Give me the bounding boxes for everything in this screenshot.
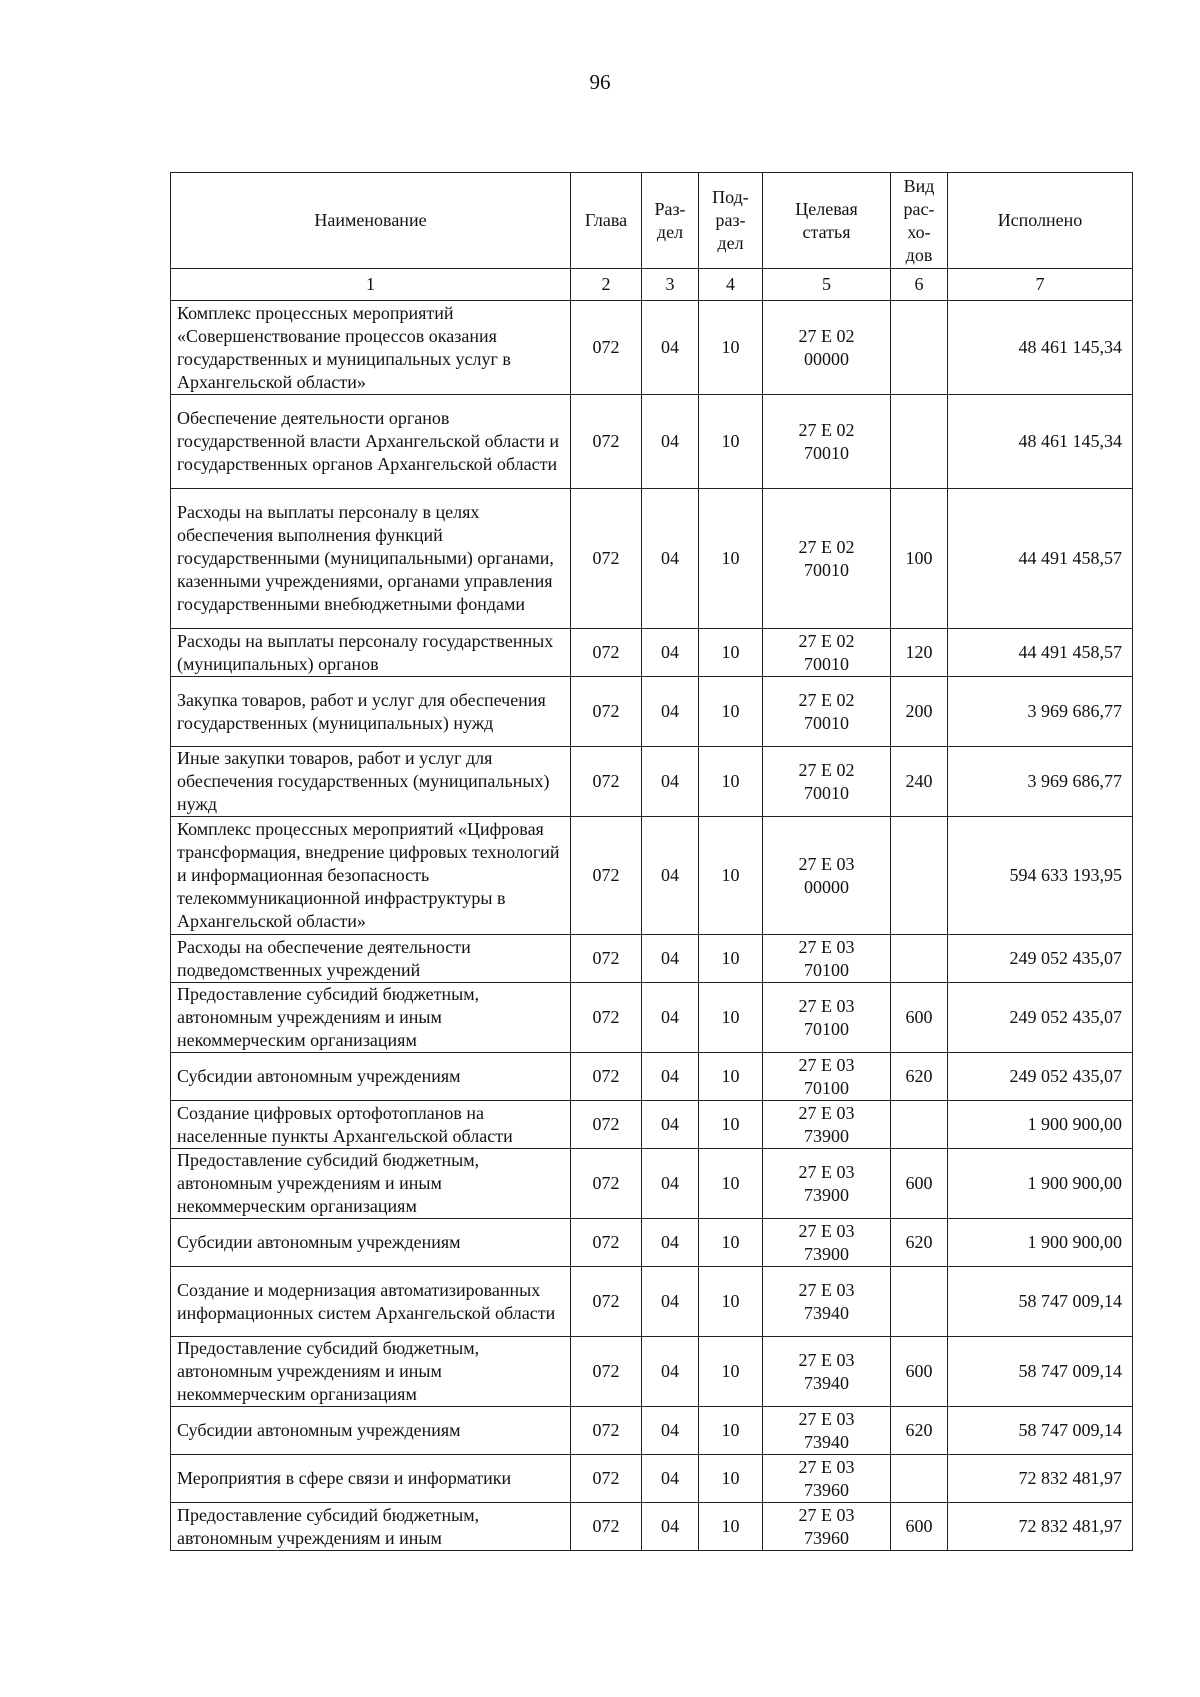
table-row bbox=[171, 817, 1133, 935]
header-row bbox=[171, 173, 1133, 269]
row-target-cell: 27 Е 03 73960 bbox=[763, 1455, 891, 1503]
row-chapter-cell: 072 bbox=[571, 1267, 642, 1337]
row-subsection-cell: 10 bbox=[699, 629, 763, 677]
table-row bbox=[171, 1337, 1133, 1407]
row-subsection-cell: 10 bbox=[699, 1053, 763, 1101]
row-chapter-cell: 072 bbox=[571, 1337, 642, 1407]
row-subsection-cell: 10 bbox=[699, 677, 763, 747]
header-chapter: Глава bbox=[571, 173, 642, 269]
row-expense-type-cell: 620 bbox=[891, 1219, 948, 1267]
row-subsection-cell: 10 bbox=[699, 935, 763, 983]
row-subsection-cell: 10 bbox=[699, 1149, 763, 1219]
row-name-cell: Предоставление субсидий бюджетным, автономным учреждениям и иным bbox=[171, 1503, 571, 1551]
row-executed-cell: 1 900 900,00 bbox=[948, 1149, 1133, 1219]
row-expense-type-cell: 600 bbox=[891, 1149, 948, 1219]
row-expense-type-cell: 620 bbox=[891, 1407, 948, 1455]
column-number: 3 bbox=[642, 269, 699, 301]
row-executed-cell: 44 491 458,57 bbox=[948, 489, 1133, 629]
table-row bbox=[171, 935, 1133, 983]
row-section-cell: 04 bbox=[642, 817, 699, 935]
row-expense-type-cell bbox=[891, 301, 948, 395]
row-section-cell: 04 bbox=[642, 1219, 699, 1267]
row-target-cell: 27 Е 03 70100 bbox=[763, 1053, 891, 1101]
row-name-cell: Субсидии автономным учреждениям bbox=[171, 1053, 571, 1101]
row-target-cell: 27 Е 03 73940 bbox=[763, 1407, 891, 1455]
table-row bbox=[171, 1407, 1133, 1455]
row-subsection-cell: 10 bbox=[699, 1337, 763, 1407]
row-executed-cell: 48 461 145,34 bbox=[948, 395, 1133, 489]
row-target-cell: 27 Е 03 73960 bbox=[763, 1503, 891, 1551]
row-expense-type-cell bbox=[891, 395, 948, 489]
row-expense-type-cell bbox=[891, 1455, 948, 1503]
row-section-cell: 04 bbox=[642, 1455, 699, 1503]
row-expense-type-cell: 240 bbox=[891, 747, 948, 817]
row-section-cell: 04 bbox=[642, 1503, 699, 1551]
table-row bbox=[171, 1455, 1133, 1503]
row-target-cell: 27 Е 02 70010 bbox=[763, 395, 891, 489]
row-subsection-cell: 10 bbox=[699, 489, 763, 629]
row-executed-cell: 58 747 009,14 bbox=[948, 1267, 1133, 1337]
row-name-cell: Мероприятия в сфере связи и информатики bbox=[171, 1455, 571, 1503]
header-target-text: Целевая статья bbox=[795, 198, 858, 242]
row-section-cell: 04 bbox=[642, 1053, 699, 1101]
row-target-cell: 27 Е 03 00000 bbox=[763, 817, 891, 935]
header-target bbox=[763, 173, 891, 269]
row-chapter-cell: 072 bbox=[571, 1149, 642, 1219]
row-chapter-cell: 072 bbox=[571, 1503, 642, 1551]
header-subsection bbox=[699, 173, 763, 269]
table-row bbox=[171, 1101, 1133, 1149]
row-name-cell: Обеспечение деятельности органов государственной власти Архангельской области и государственных органов Архангельской области bbox=[171, 395, 571, 489]
header-expense-type bbox=[891, 173, 948, 269]
row-chapter-cell: 072 bbox=[571, 1219, 642, 1267]
row-expense-type-cell: 600 bbox=[891, 983, 948, 1053]
row-name-cell: Расходы на выплаты персоналу в целях обеспечения выполнения функций государственными (муниципальными) органами, казенными учреждениями, органами управления государственными внебюджетными фондами bbox=[171, 489, 571, 629]
row-expense-type-cell bbox=[891, 1267, 948, 1337]
table-row bbox=[171, 301, 1133, 395]
row-name-cell: Предоставление субсидий бюджетным, автономным учреждениям и иным некоммерческим организациям bbox=[171, 983, 571, 1053]
row-executed-cell: 58 747 009,14 bbox=[948, 1337, 1133, 1407]
row-chapter-cell: 072 bbox=[571, 1053, 642, 1101]
row-subsection-cell: 10 bbox=[699, 1407, 763, 1455]
column-number: 1 bbox=[171, 269, 571, 301]
row-subsection-cell: 10 bbox=[699, 1455, 763, 1503]
row-expense-type-cell bbox=[891, 1101, 948, 1149]
row-subsection-cell: 10 bbox=[699, 395, 763, 489]
header-executed: Исполнено bbox=[948, 173, 1133, 269]
row-name-cell: Предоставление субсидий бюджетным, автономным учреждениям и иным некоммерческим организациям bbox=[171, 1149, 571, 1219]
row-target-cell: 27 Е 02 00000 bbox=[763, 301, 891, 395]
row-expense-type-cell: 100 bbox=[891, 489, 948, 629]
row-name-cell: Создание и модернизация автоматизированных информационных систем Архангельской области bbox=[171, 1267, 571, 1337]
table-row bbox=[171, 1053, 1133, 1101]
row-chapter-cell: 072 bbox=[571, 817, 642, 935]
row-expense-type-cell: 200 bbox=[891, 677, 948, 747]
table-row bbox=[171, 677, 1133, 747]
row-executed-cell: 3 969 686,77 bbox=[948, 677, 1133, 747]
row-name-cell: Субсидии автономным учреждениям bbox=[171, 1219, 571, 1267]
row-name-cell: Предоставление субсидий бюджетным, автономным учреждениям и иным некоммерческим организациям bbox=[171, 1337, 571, 1407]
table-row bbox=[171, 983, 1133, 1053]
row-section-cell: 04 bbox=[642, 1149, 699, 1219]
row-subsection-cell: 10 bbox=[699, 301, 763, 395]
row-chapter-cell: 072 bbox=[571, 677, 642, 747]
row-target-cell: 27 Е 03 73940 bbox=[763, 1267, 891, 1337]
row-name-cell: Закупка товаров, работ и услуг для обеспечения государственных (муниципальных) нужд bbox=[171, 677, 571, 747]
row-expense-type-cell bbox=[891, 935, 948, 983]
row-subsection-cell: 10 bbox=[699, 1267, 763, 1337]
row-subsection-cell: 10 bbox=[699, 1219, 763, 1267]
table-row bbox=[171, 1503, 1133, 1551]
row-executed-cell: 249 052 435,07 bbox=[948, 1053, 1133, 1101]
row-executed-cell: 72 832 481,97 bbox=[948, 1455, 1133, 1503]
header-section-text: Раз- дел bbox=[654, 198, 686, 242]
row-chapter-cell: 072 bbox=[571, 629, 642, 677]
table-row bbox=[171, 1149, 1133, 1219]
row-section-cell: 04 bbox=[642, 1337, 699, 1407]
row-section-cell: 04 bbox=[642, 983, 699, 1053]
row-section-cell: 04 bbox=[642, 1407, 699, 1455]
table-row bbox=[171, 395, 1133, 489]
page-number: 96 bbox=[589, 70, 611, 94]
row-section-cell: 04 bbox=[642, 301, 699, 395]
row-expense-type-cell bbox=[891, 817, 948, 935]
row-expense-type-cell: 620 bbox=[891, 1053, 948, 1101]
row-name-cell: Субсидии автономным учреждениям bbox=[171, 1407, 571, 1455]
row-expense-type-cell: 600 bbox=[891, 1503, 948, 1551]
row-target-cell: 27 Е 03 70100 bbox=[763, 935, 891, 983]
column-number: 6 bbox=[891, 269, 948, 301]
row-target-cell: 27 Е 03 73900 bbox=[763, 1219, 891, 1267]
column-number: 7 bbox=[948, 269, 1133, 301]
row-chapter-cell: 072 bbox=[571, 983, 642, 1053]
row-executed-cell: 48 461 145,34 bbox=[948, 301, 1133, 395]
row-subsection-cell: 10 bbox=[699, 983, 763, 1053]
column-number: 5 bbox=[763, 269, 891, 301]
row-target-cell: 27 Е 03 73900 bbox=[763, 1149, 891, 1219]
row-name-cell: Комплекс процессных мероприятий «Совершенствование процессов оказания государственных и муниципальных услуг в Архангельской области» bbox=[171, 301, 571, 395]
row-section-cell: 04 bbox=[642, 677, 699, 747]
row-section-cell: 04 bbox=[642, 1267, 699, 1337]
row-target-cell: 27 Е 03 73940 bbox=[763, 1337, 891, 1407]
row-subsection-cell: 10 bbox=[699, 747, 763, 817]
row-executed-cell: 594 633 193,95 bbox=[948, 817, 1133, 935]
table-row bbox=[171, 1219, 1133, 1267]
budget-table bbox=[170, 172, 1133, 1551]
row-subsection-cell: 10 bbox=[699, 817, 763, 935]
table-row bbox=[171, 1267, 1133, 1337]
row-name-cell: Расходы на обеспечение деятельности подведомственных учреждений bbox=[171, 935, 571, 983]
row-chapter-cell: 072 bbox=[571, 1407, 642, 1455]
header-section bbox=[642, 173, 699, 269]
table-body bbox=[171, 301, 1133, 1551]
column-number-row bbox=[171, 269, 1133, 301]
row-chapter-cell: 072 bbox=[571, 1455, 642, 1503]
row-name-cell: Комплекс процессных мероприятий «Цифровая трансформация, внедрение цифровых технологий и информационная безопасность телекоммуникационной инфраструктуры в Архангельской области» bbox=[171, 817, 571, 935]
row-chapter-cell: 072 bbox=[571, 1101, 642, 1149]
header-subsection-text: Под- раз- дел bbox=[712, 187, 749, 253]
column-number: 4 bbox=[699, 269, 763, 301]
table-row bbox=[171, 629, 1133, 677]
row-target-cell: 27 Е 02 70010 bbox=[763, 489, 891, 629]
row-executed-cell: 1 900 900,00 bbox=[948, 1219, 1133, 1267]
table-row bbox=[171, 747, 1133, 817]
row-executed-cell: 249 052 435,07 bbox=[948, 935, 1133, 983]
row-name-cell: Иные закупки товаров, работ и услуг для обеспечения государственных (муниципальных) нужд bbox=[171, 747, 571, 817]
row-chapter-cell: 072 bbox=[571, 935, 642, 983]
row-executed-cell: 72 832 481,97 bbox=[948, 1503, 1133, 1551]
row-name-cell: Расходы на выплаты персоналу государственных (муниципальных) органов bbox=[171, 629, 571, 677]
row-chapter-cell: 072 bbox=[571, 489, 642, 629]
header-expense-type-text: Вид рас- хо- дов bbox=[903, 175, 935, 265]
row-target-cell: 27 Е 02 70010 bbox=[763, 747, 891, 817]
row-expense-type-cell: 600 bbox=[891, 1337, 948, 1407]
row-target-cell: 27 Е 02 70010 bbox=[763, 677, 891, 747]
row-executed-cell: 1 900 900,00 bbox=[948, 1101, 1133, 1149]
header-name: Наименование bbox=[171, 173, 571, 269]
row-name-cell: Создание цифровых ортофотопланов на населенные пункты Архангельской области bbox=[171, 1101, 571, 1149]
row-subsection-cell: 10 bbox=[699, 1503, 763, 1551]
row-target-cell: 27 Е 03 70100 bbox=[763, 983, 891, 1053]
row-chapter-cell: 072 bbox=[571, 395, 642, 489]
row-section-cell: 04 bbox=[642, 1101, 699, 1149]
row-section-cell: 04 bbox=[642, 747, 699, 817]
row-expense-type-cell: 120 bbox=[891, 629, 948, 677]
row-section-cell: 04 bbox=[642, 935, 699, 983]
row-executed-cell: 58 747 009,14 bbox=[948, 1407, 1133, 1455]
row-executed-cell: 249 052 435,07 bbox=[948, 983, 1133, 1053]
row-target-cell: 27 Е 03 73900 bbox=[763, 1101, 891, 1149]
row-subsection-cell: 10 bbox=[699, 1101, 763, 1149]
table-row bbox=[171, 489, 1133, 629]
row-chapter-cell: 072 bbox=[571, 747, 642, 817]
row-section-cell: 04 bbox=[642, 489, 699, 629]
row-target-cell: 27 Е 02 70010 bbox=[763, 629, 891, 677]
row-executed-cell: 3 969 686,77 bbox=[948, 747, 1133, 817]
column-number: 2 bbox=[571, 269, 642, 301]
row-section-cell: 04 bbox=[642, 629, 699, 677]
row-executed-cell: 44 491 458,57 bbox=[948, 629, 1133, 677]
row-section-cell: 04 bbox=[642, 395, 699, 489]
row-chapter-cell: 072 bbox=[571, 301, 642, 395]
